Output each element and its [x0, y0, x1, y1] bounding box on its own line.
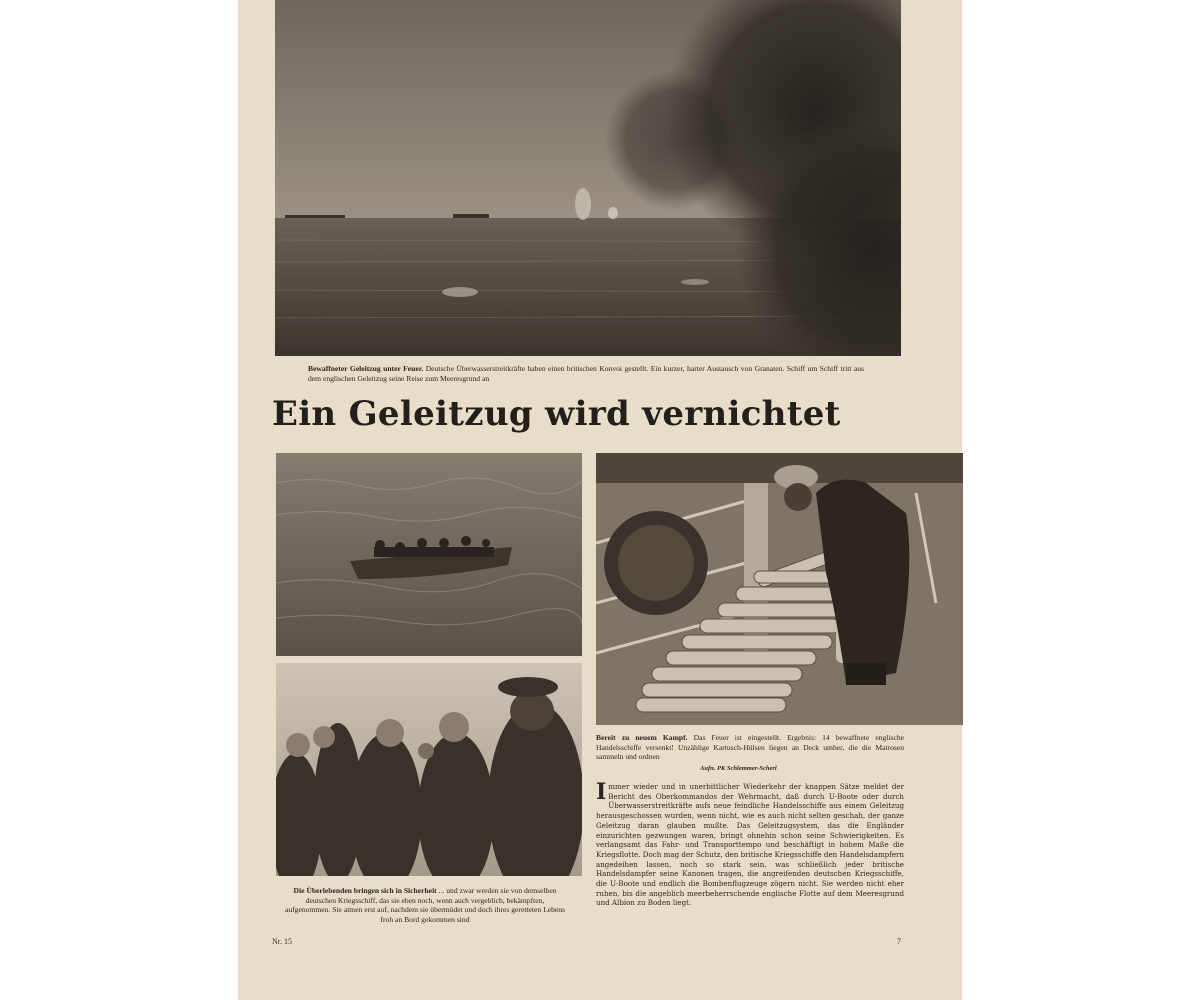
article-dropcap: I — [596, 779, 607, 805]
caption-cartridge-lead: Bereit zu neuem Kampf. — [596, 733, 688, 742]
page-number: 7 — [897, 937, 901, 946]
photo-cartridge-cases — [596, 453, 963, 725]
photo-lifeboat — [276, 453, 582, 656]
caption-top — [308, 364, 864, 383]
caption-survivors — [284, 886, 566, 924]
caption-top-lead: Bewaffneter Geleitzug unter Feuer. — [308, 364, 424, 373]
caption-cartridge-text: Das Feuer ist eingestellt. Ergebnis: 14 bewaffnete englische Handelsschiffe versenkt! Unzählige Kartusch-Hülsen liegen an Deck umher, die die Matrosen sammeln und ordnen — [596, 733, 904, 762]
photo-credit: Aufn. PK Schlemmer-Scherl — [700, 765, 777, 772]
caption-survivors-text: ... und zwar werden sie von demselben deutschen Kriegsschiff, das sie eben noch, wenn auch vergeblich, bekämpften, aufgenommen. Sie atmen erst auf, nachdem sie übermüdet und doch ihres geretteten Lebens froh an Bord gekommen sind — [284, 886, 566, 924]
headline: Ein Geleitzug wird vernichtet — [272, 394, 841, 434]
issue-number: Nr. 15 — [272, 937, 292, 946]
caption-cartridge — [596, 733, 904, 762]
photo-survivors — [276, 663, 582, 876]
article-body: mmer wieder und in unerbittlicher Wiederkehr der knappen Sätze meldet der Bericht des Oberkommandos der Wehrmacht, daß durch U-Boote oder durch Überwasserstreitkräfte aufs neue feindliche Handelsschiffe aus einem Geleitzug herausgeschossen wurden, wenn nicht, wie es auch nicht selten geschah, der ganze Geleitzug daran glauben mußte. Das Geleitzugsystem, das die Engländer einzurichten gezwungen waren, bringt ohnehin schon seine Schwierigkeiten. Es verlangsamt das Fahr- und Transporttempo und beschäftigt in hohem Maße die Kriegsflotte. Doch mag der Schutz, den britische Kriegsschiffe den Handelsdampfern angedeihen lassen, noch so stark sein, was schließlich jeder britische Handelsdampfer seine Kanonen tragen, die angreifenden deutschen Kriegsschiffe, die U-Boote und endlich die Bombenflugzeuge zögern nicht. Sie werden nicht eher ruhen, bis die angeblich meerbeherrschende englische Flotte auf dem Meeresgrund und Albion zu Boden liegt. — [596, 782, 904, 908]
caption-survivors-lead: Die Überlebenden bringen sich in Sicherheit — [293, 886, 437, 895]
photo-convoy-under-fire — [275, 0, 901, 356]
caption-top-text: Deutsche Überwasserstreitkräfte haben einen britischen Konvoi gestellt. Ein kurzer, harter Austausch von Granaten. Schiff um Schiff tritt aus dem englischen Geleitzug seine Reise zum Meeresgrund an — [308, 364, 864, 383]
article-text — [596, 779, 904, 908]
